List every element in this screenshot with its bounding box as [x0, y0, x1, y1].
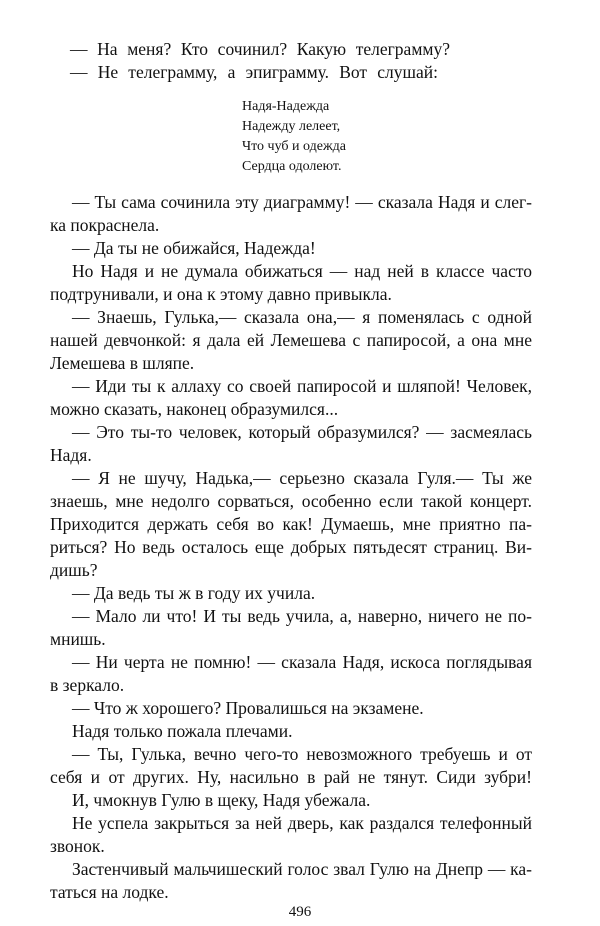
text-line: Надя.	[50, 445, 92, 465]
text-line: Надя только пожала плечами.	[72, 721, 293, 741]
text-line: — Ни черта не помню! — сказала Надя, искоса поглядывая	[72, 652, 532, 672]
text-line: — Не телеграмму, а эпиграмму. Вот слушай:	[70, 62, 438, 82]
text-line: себя и от других. Ну, насильно в рай не тянут. Сиди зубри!	[50, 767, 532, 787]
text-line: Приходится держать себя во как! Думаешь, мне приятно па-	[50, 514, 532, 534]
verse-line: Надежду лелеет,	[242, 119, 341, 134]
text-line: дишь?	[50, 560, 98, 580]
page-number: 496	[288, 904, 312, 920]
text-line: таться на лодке.	[50, 882, 169, 902]
text-line: — Что ж хорошего? Провалишься на экзамене.	[72, 698, 424, 718]
text-line: — Это ты-то человек, который образумился? — засмеялась	[72, 422, 532, 442]
text-line: нашей девчонкой: я дала ей Лемешева с папиросой, а она мне	[50, 330, 532, 350]
text-line: подтрунивали, и она к этому давно привыкла.	[50, 284, 392, 304]
text-line: — Знаешь, Гулька,— сказала она,— я поменялась с одной	[72, 307, 532, 327]
text-line: — Я не шучу, Надька,— серьезно сказала Гуля.— Ты же	[72, 468, 532, 488]
text-line: И, чмокнув Гулю в щеку, Надя убежала.	[72, 790, 371, 810]
text-line: ка покраснела.	[50, 215, 160, 235]
text-line: звонок.	[50, 836, 105, 856]
text-line: — На меня? Кто сочинил? Какую телеграмму?	[70, 39, 450, 59]
text-line: — Ты, Гулька, вечно чего-то невозможного требуешь и от	[72, 744, 532, 764]
text-line: риться? Но ведь осталось еще добрых пятьдесят страниц. Ви-	[50, 537, 532, 557]
text-line: — Да ты не обижайся, Надежда!	[72, 238, 316, 258]
verse-line: Сердца одолеют.	[242, 159, 342, 174]
text-line: — Иди ты к аллаху со своей папиросой и шляпой! Человек,	[72, 376, 532, 396]
text-line: — Ты сама сочинила эту диаграмму! — сказала Надя и слег-	[72, 192, 532, 212]
text-line: мнишь.	[50, 629, 106, 649]
text-line: Застенчивый мальчишеский голос звал Гулю на Днепр — ка-	[72, 859, 532, 879]
text-line: — Да ведь ты ж в году их учила.	[72, 583, 316, 603]
text-line: Не успела закрыться за ней дверь, как раздался телефонный	[72, 813, 532, 833]
text-line: в зеркало.	[50, 675, 125, 695]
text-line: Лемешева в шляпе.	[50, 353, 195, 373]
verse-line: Надя-Надежда	[242, 99, 330, 114]
text-line: — Мало ли что! И ты ведь учила, а, наверно, ничего не по-	[72, 606, 532, 626]
text-line: можно сказать, наконец образумился...	[50, 399, 339, 419]
verse-line: Что чуб и одежда	[242, 139, 346, 154]
text-line: знаешь, мне недолго сорваться, особенно если такой концерт.	[50, 491, 532, 511]
text-line: Но Надя и не думала обижаться — над ней в классе часто	[72, 261, 532, 281]
